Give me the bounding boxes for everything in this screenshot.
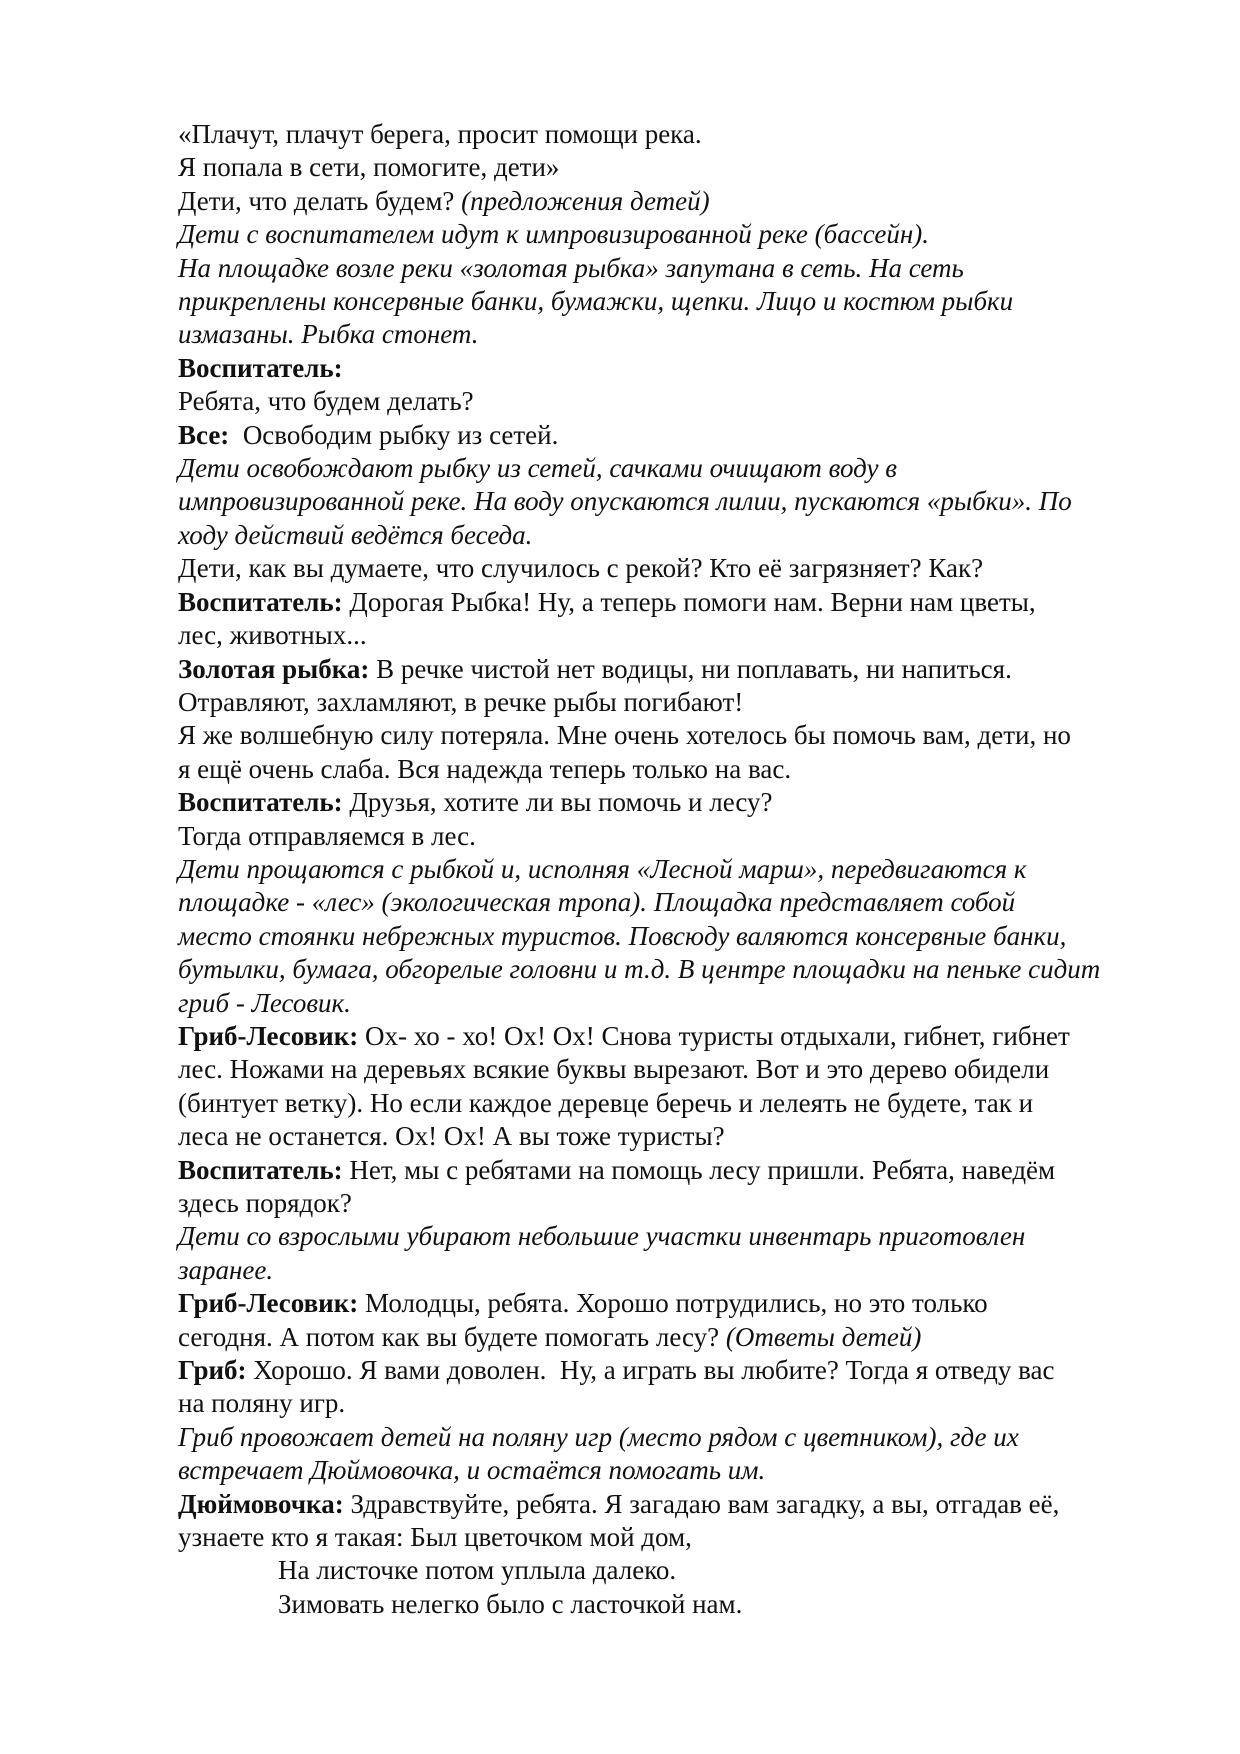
text-line [178, 1387, 1160, 1420]
stage-direction: измазаны. Рыбка стонет. [178, 319, 479, 350]
text-line [178, 1321, 1160, 1354]
stage-direction: заранее. [178, 1254, 274, 1285]
text-line [178, 218, 1160, 251]
text-line [178, 619, 1160, 652]
text-line [178, 1421, 1160, 1454]
text-run: Друзья, хотите ли вы помочь и лесу? [342, 787, 773, 818]
text-run: лес. Ножами на деревьях всякие буквы вырезают. Вот и это дерево обидели [178, 1054, 1050, 1085]
text-line [178, 886, 1160, 919]
text-line [178, 419, 1160, 452]
text-line [178, 1488, 1160, 1521]
text-line [178, 519, 1160, 552]
text-run: Ох- хо - хо! Ох! Ох! Снова туристы отдыхали, гибнет, гибнет [358, 1020, 1070, 1051]
text-run: Хорошо. Я вами доволен. Ну, а играть вы любите? Тогда я отведу вас [246, 1355, 1055, 1386]
stage-direction: Дети со взрослыми убирают небольшие участки инвентарь приготовлен [178, 1221, 1026, 1252]
text-run: Отравляют, захламляют, в речке рыбы погибают! [178, 686, 744, 717]
text-line [178, 285, 1160, 318]
text-run: лес, животных... [178, 620, 367, 651]
text-run: узнаете кто я такая: Был цветочком мой дом, [178, 1522, 692, 1553]
stage-direction: На площадке возле реки «золотая рыбка» запутана в сеть. На сеть [178, 252, 964, 283]
text-run: Дети, что делать будем? [178, 185, 462, 216]
text-line [178, 719, 1160, 752]
text-line [178, 753, 1160, 786]
stage-direction: бутылки, бумага, обгорелые головни и т.д. В центре площадки на пеньке сидит [178, 954, 1101, 985]
text-run: Ребята, что будем делать? [178, 386, 474, 417]
poem-line [178, 1554, 1160, 1587]
stage-direction: площадке - «лес» (экологическая тропа). Площадка представляет собой [178, 887, 1016, 918]
text-line [178, 185, 1160, 218]
text-run: В речке чистой нет водицы, ни поплавать, ни напиться. [369, 653, 1012, 684]
stage-direction: (Ответы детей) [725, 1321, 922, 1352]
text-line [178, 1254, 1160, 1287]
stage-direction: место стоянки небрежных туристов. Повсюду валяются консервные банки, [178, 920, 1067, 951]
text-line [178, 920, 1160, 953]
text-run: Я же волшебную силу потеряла. Мне очень хотелось бы помочь вам, дети, но [178, 720, 1071, 751]
text-line [178, 1521, 1160, 1554]
text-run: на поляну игр. [178, 1388, 346, 1419]
text-line [178, 452, 1160, 485]
text-line [178, 385, 1160, 418]
text-line [178, 686, 1160, 719]
text-run: Дети, как вы думаете, что случилось с рекой? Кто её загрязняет? Как? [178, 553, 984, 584]
text-run: Зимовать нелегко было с ласточкой нам. [278, 1588, 743, 1619]
text-line [178, 352, 1160, 385]
poem-line [178, 1588, 1160, 1621]
text-run: «Плачут, плачут берега, просит помощи река. [178, 119, 702, 149]
speaker-label: Воспитатель: [178, 586, 343, 617]
text-line [178, 1154, 1160, 1187]
text-line [178, 786, 1160, 819]
text-line [178, 1053, 1160, 1086]
stage-direction: Дети с воспитателем идут к импровизированной реке (бассейн). [178, 219, 929, 250]
text-run: здесь порядок? [178, 1188, 352, 1218]
text-line [178, 552, 1160, 585]
text-line [178, 118, 1160, 151]
speaker-label: Золотая рыбка: [178, 653, 370, 684]
text-line [178, 485, 1160, 518]
stage-direction: (предложения детей) [461, 185, 710, 216]
text-line [178, 151, 1160, 184]
text-run: леса не останется. Ох! Ох! А вы тоже туристы? [178, 1121, 725, 1152]
text-line [178, 586, 1160, 619]
text-line [178, 653, 1160, 686]
stage-direction: Гриб провожает детей на поляну игр (место рядом с цветником), где их [178, 1421, 1019, 1452]
text-run: Молодцы, ребята. Хорошо потрудились, но это только [358, 1288, 988, 1319]
text-line [178, 1354, 1160, 1387]
text-line [178, 1120, 1160, 1153]
speaker-label: Дюймовочка: [178, 1488, 344, 1519]
stage-direction: ходу действий ведётся беседа. [178, 519, 533, 550]
text-line [178, 318, 1160, 351]
text-line [178, 1287, 1160, 1320]
text-line [178, 1454, 1160, 1487]
stage-direction: встречает Дюймовочка, и остаётся помогать им. [178, 1455, 766, 1486]
stage-direction: импровизированной реке. На воду опускаются лилии, пускаются «рыбки». По [178, 486, 1072, 517]
stage-direction: прикреплены консервные банки, бумажки, щепки. Лицо и костюм рыбки [178, 286, 1014, 317]
speaker-label: Воспитатель: [178, 787, 343, 818]
text-line [178, 252, 1160, 285]
stage-direction: Дети прощаются с рыбкой и, исполняя «Лесной марш», передвигаются к [178, 853, 1027, 884]
text-line [178, 953, 1160, 986]
text-run: Я попала в сети, помогите, дети» [178, 152, 560, 183]
text-run: (бинтует ветку). Но если каждое деревце беречь и лелеять не будете, так и [178, 1087, 1034, 1118]
text-run: Здравствуйте, ребята. Я загадаю вам загадку, а вы, отгадав её, [343, 1488, 1060, 1519]
text-run: я ещё очень слаба. Вся надежда теперь только на вас. [178, 753, 792, 784]
text-run: Освободим рыбку из сетей. [229, 419, 559, 450]
speaker-label: Все: [178, 419, 230, 450]
text-line [178, 853, 1160, 886]
stage-direction: Дети освобождают рыбку из сетей, сачками очищают воду в [178, 453, 897, 484]
text-run: Нет, мы с ребятами на помощь лесу пришли. Ребята, наведём [342, 1154, 1056, 1185]
text-line [178, 987, 1160, 1020]
text-line [178, 1020, 1160, 1053]
text-line [178, 1187, 1160, 1220]
speaker-label: Гриб-Лесовик: [178, 1020, 359, 1051]
text-run: Тогда отправляемся в лес. [178, 820, 476, 851]
text-run: На листочке потом уплыла далеко. [278, 1555, 677, 1586]
stage-direction: гриб - Лесовик. [178, 987, 351, 1018]
text-line [178, 820, 1160, 853]
text-line [178, 1087, 1160, 1120]
speaker-label: Гриб-Лесовик: [178, 1288, 359, 1319]
text-run: Дорогая Рыбка! Ну, а теперь помоги нам. Верни нам цветы, [342, 586, 1036, 617]
speaker-label: Воспитатель: [178, 1154, 343, 1185]
speaker-label: Гриб: [178, 1355, 247, 1386]
speaker-label: Воспитатель: [178, 352, 343, 383]
document-page [178, 118, 1160, 1621]
text-line [178, 1220, 1160, 1253]
text-run: сегодня. А потом как вы будете помогать лесу? [178, 1321, 726, 1352]
